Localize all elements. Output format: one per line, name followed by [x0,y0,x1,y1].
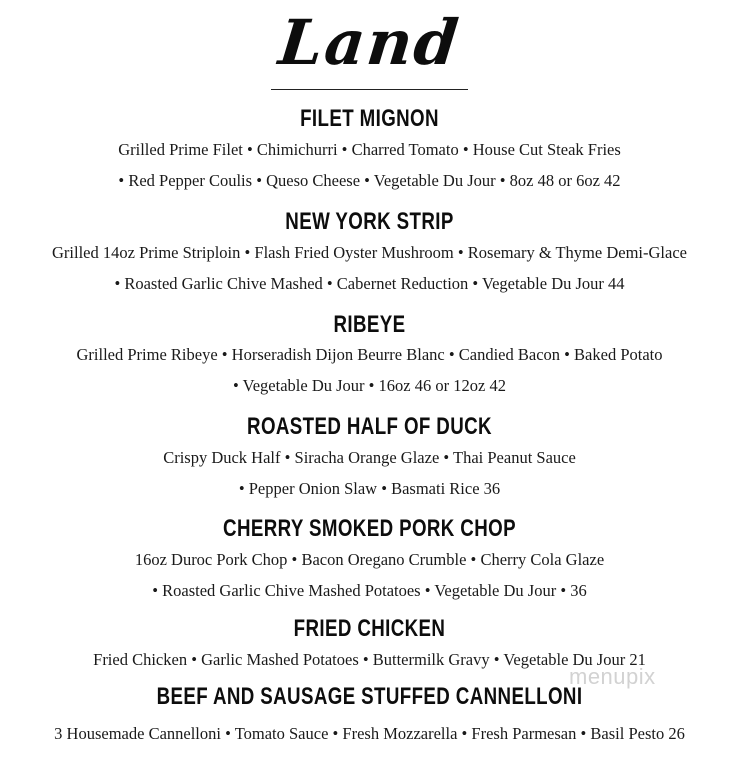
section-description-line: • Pepper Onion Slaw • Basmati Rice 36 [238,479,501,498]
section-heading-fried-chicken: FRIED CHICKEN [293,615,446,642]
section-heading-new-york-strip: NEW YORK STRIP [285,208,454,235]
menu-title: Land [275,6,464,79]
section-description-line: • Red Pepper Coulis • Queso Cheese • Vegetable Du Jour • 8oz 48 or 6oz 42 [118,171,621,190]
section-description-line: 3 Housemade Cannelloni • Tomato Sauce • Fresh Mozzarella • Fresh Parmesan • Basil Pesto 26 [54,724,685,743]
section-description-line: Fried Chicken • Garlic Mashed Potatoes • Buttermilk Gravy • Vegetable Du Jour 21 [93,650,646,669]
section-description-line: Grilled Prime Ribeye • Horseradish Dijon Beurre Blanc • Candied Bacon • Baked Potato [76,345,663,364]
section-description-line: Grilled 14oz Prime Striploin • Flash Fried Oyster Mushroom • Rosemary & Thyme Demi-Glace [52,243,687,262]
section-heading-cherry-smoked-pork-chop: CHERRY SMOKED PORK CHOP [223,515,516,542]
section-description-line: • Vegetable Du Jour • 16oz 46 or 12oz 42 [233,376,506,395]
section-description-line: 16oz Duroc Pork Chop • Bacon Oregano Crumble • Cherry Cola Glaze [134,550,605,569]
section-heading-filet-mignon: FILET MIGNON [300,105,439,132]
section-heading-roasted-half-of-duck: ROASTED HALF OF DUCK [247,413,492,440]
section-heading-ribeye: RIBEYE [333,311,406,338]
section-description-line: Grilled Prime Filet • Chimichurri • Charred Tomato • House Cut Steak Fries [118,140,621,159]
watermark: menupix [569,664,656,689]
section-description-line: • Roasted Garlic Chive Mashed • Cabernet Reduction • Vegetable Du Jour 44 [114,274,625,293]
section-heading-beef-and-sausage-stuffed-cannelloni: BEEF AND SAUSAGE STUFFED CANNELLONI [156,683,583,710]
title-divider [271,89,468,90]
section-description-line: Crispy Duck Half • Siracha Orange Glaze • Thai Peanut Sauce [163,448,576,467]
section-description-line: • Roasted Garlic Chive Mashed Potatoes • Vegetable Du Jour • 36 [152,581,587,600]
